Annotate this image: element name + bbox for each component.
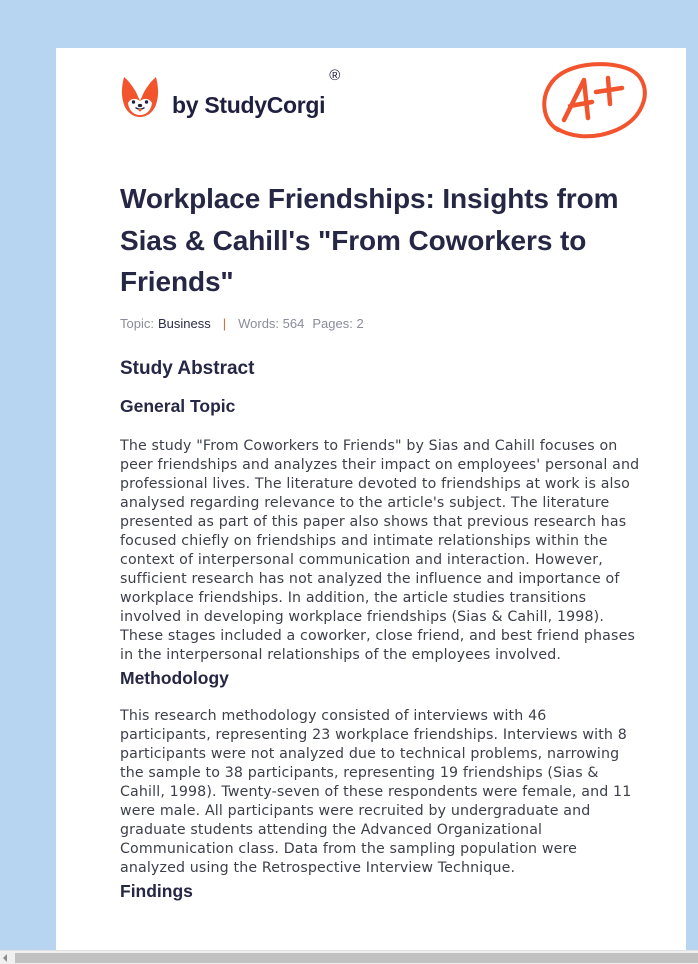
corgi-logo-icon (120, 75, 160, 121)
a-plus-grade-icon (538, 58, 648, 140)
abstract-heading: Study Abstract (120, 357, 255, 379)
registered-mark: ® (329, 67, 341, 84)
article-title: Workplace Friendships: Insights from Sias & Cahill's "From Coworkers to Friends" (120, 183, 619, 297)
brand-name: by StudyCorgi (172, 91, 326, 118)
horizontal-scrollbar[interactable] (0, 950, 698, 964)
page-header (56, 48, 686, 158)
meta-separator: | (222, 315, 227, 331)
topic-link[interactable]: Business (157, 315, 211, 331)
findings-heading: Findings (120, 880, 193, 901)
word-count: Words: 564 (238, 315, 305, 331)
document-page (56, 48, 686, 950)
studycorgi-logo[interactable] (120, 67, 341, 121)
general-topic-paragraph: The study "From Coworkers to Friends" by Sias and Cahill focuses on peer friendships and analyzes their impact on employees' personal and professional lives. The literature devoted to friendships at work is also analysed regarding relevance to the article's subject. The literature presented as part of this paper also shows that previous research has focused chiefly on friendships and intimate relationships within the context of interpersonal communication and interaction. However, sufficient research has not analyzed the influence and importance of workplace friendships. In addition, the article studies transitions involved in developing workplace friendships (Sias & Cahill, 1998). These stages included a coworker, close friend, and best friend phases in the interpersonal relationships of the employees involved. (120, 437, 640, 663)
scrollbar-thumb[interactable] (15, 953, 698, 963)
article-content (120, 178, 640, 902)
page-count: Pages: 2 (312, 315, 364, 331)
general-topic-heading: General Topic (120, 395, 236, 416)
article-meta (120, 316, 640, 331)
scroll-left-arrow-icon[interactable] (3, 954, 7, 962)
topic-label: Topic: (120, 315, 154, 331)
methodology-paragraph: This research methodology consisted of interviews with 46 participants, representing 23 workplace friendships. Interviews with 8 participants were not analyzed due to technical problems, narrowing the sample to 38 participants, representing 19 friendships (Sias & Cahill, 1998). Twenty-seven of these respondents were female, and 11 were male. All participants were recruited by undergraduate and graduate students attending the Advanced Organizational Communication class. Data from the sampling population were analyzed using the Retrospective Interview Technique. (120, 707, 632, 876)
methodology-heading: Methodology (120, 667, 229, 688)
